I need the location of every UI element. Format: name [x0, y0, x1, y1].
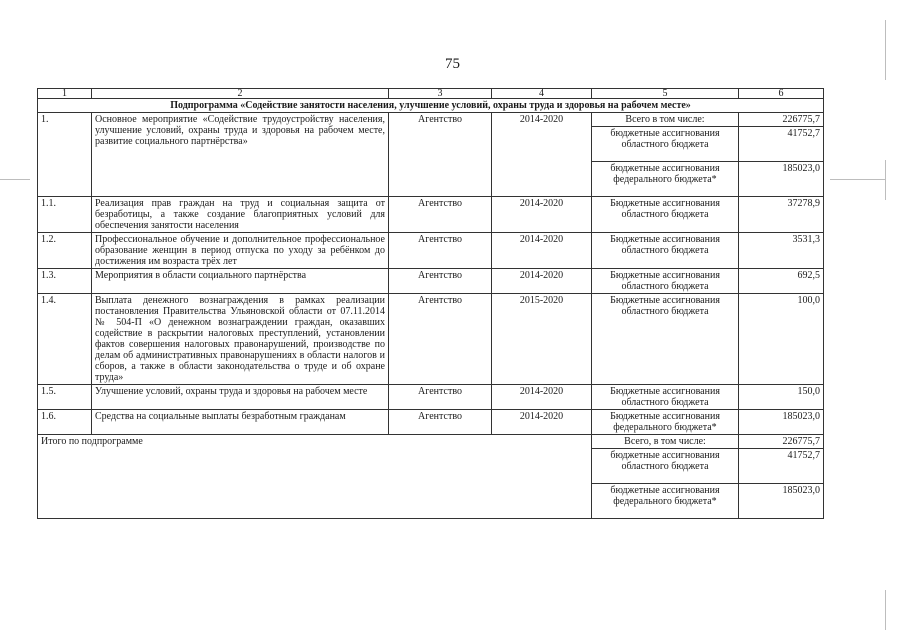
term: 2014-2020	[492, 113, 592, 197]
funding-value: 3531,3	[739, 233, 824, 269]
funding-value: 185023,0	[739, 484, 824, 519]
term: 2014-2020	[492, 410, 592, 435]
funding-source: Бюджетные ассигнования областного бюджета	[592, 233, 739, 269]
subprogram-table	[37, 88, 824, 519]
funding-source: Бюджетные ассигнования областного бюджета	[592, 385, 739, 410]
row-number: 1.1.	[38, 197, 92, 233]
column-header: 6	[739, 89, 824, 99]
activity-name: Средства на социальные выплаты безработным гражданам	[92, 410, 389, 435]
table-row	[38, 294, 824, 385]
funding-value: 692,5	[739, 269, 824, 294]
row-number: 1.5.	[38, 385, 92, 410]
funding-source: бюджетные ассигнования областного бюджета	[592, 449, 739, 484]
funding-source: бюджетные ассигнования областного бюджета	[592, 127, 739, 162]
executor: Агентство	[389, 269, 492, 294]
activity-name: Улучшение условий, охраны труда и здоровья на рабочем месте	[92, 385, 389, 410]
table-header-row	[38, 89, 824, 99]
table-row	[38, 269, 824, 294]
subprogram-title: Подпрограмма «Содействие занятости населения, улучшение условий, охраны труда и здоровья на рабочем месте»	[38, 99, 824, 113]
executor: Агентство	[389, 294, 492, 385]
table-row	[38, 385, 824, 410]
page-number: 75	[445, 56, 460, 72]
row-number: 1.6.	[38, 410, 92, 435]
activity-name: Профессиональное обучение и дополнительное профессиональное образование женщин в период отпуска по уходу за ребёнком до достижения им возраста трёх лет	[92, 233, 389, 269]
subprogram-title-row	[38, 99, 824, 113]
scan-artifact	[0, 179, 30, 180]
row-number: 1.	[38, 113, 92, 197]
scan-artifact	[885, 20, 886, 80]
term: 2014-2020	[492, 385, 592, 410]
executor: Агентство	[389, 385, 492, 410]
column-header: 2	[92, 89, 389, 99]
executor: Агентство	[389, 113, 492, 197]
funding-value: 150,0	[739, 385, 824, 410]
funding-source: Всего в том числе:	[592, 113, 739, 127]
funding-value: 41752,7	[739, 449, 824, 484]
funding-value: 41752,7	[739, 127, 824, 162]
column-header: 4	[492, 89, 592, 99]
funding-value: 185023,0	[739, 410, 824, 435]
scan-artifact	[830, 179, 885, 180]
executor: Агентство	[389, 233, 492, 269]
funding-value: 37278,9	[739, 197, 824, 233]
funding-source: бюджетные ассигнования федерального бюджета*	[592, 162, 739, 197]
table-row	[38, 410, 824, 435]
column-header: 1	[38, 89, 92, 99]
term: 2014-2020	[492, 269, 592, 294]
funding-source: Бюджетные ассигнования областного бюджета	[592, 269, 739, 294]
total-row	[38, 435, 824, 449]
term: 2014-2020	[492, 197, 592, 233]
funding-source: Бюджетные ассигнования областного бюджета	[592, 294, 739, 385]
activity-name: Основное мероприятие «Содействие трудоустройству населения, улучшение условий, охраны труда и здоровья на рабочем месте, развитие социального партнёрства»	[92, 113, 389, 197]
term: 2014-2020	[492, 233, 592, 269]
row-number: 1.4.	[38, 294, 92, 385]
column-header: 3	[389, 89, 492, 99]
table-row	[38, 197, 824, 233]
row-number: 1.2.	[38, 233, 92, 269]
table-row	[38, 233, 824, 269]
funding-source: Всего, в том числе:	[592, 435, 739, 449]
funding-value: 100,0	[739, 294, 824, 385]
row-number: 1.3.	[38, 269, 92, 294]
funding-source: бюджетные ассигнования федерального бюджета*	[592, 484, 739, 519]
activity-name: Выплата денежного вознаграждения в рамках реализации постановления Правительства Ульяновской области от 07.11.2014 № 504-П «О денежном вознаграждении граждан, оказавших содействие в раскрытии налоговых преступлений, установлении фактов совершения налоговых правонарушений, производстве по делам об административных правонарушениях в области налогов и сборов, а также в области законодательства о труде и об охране труда»	[92, 294, 389, 385]
funding-value: 226775,7	[739, 113, 824, 127]
total-label: Итого по подпрограмме	[38, 435, 592, 519]
scan-artifact	[885, 590, 886, 630]
funding-source: Бюджетные ассигнования федерального бюджета*	[592, 410, 739, 435]
scan-artifact	[885, 160, 886, 200]
funding-value: 226775,7	[739, 435, 824, 449]
column-header: 5	[592, 89, 739, 99]
funding-value: 185023,0	[739, 162, 824, 197]
funding-source: Бюджетные ассигнования областного бюджета	[592, 197, 739, 233]
term: 2015-2020	[492, 294, 592, 385]
activity-name: Реализация прав граждан на труд и социальная защита от безработицы, а также создание благоприятных условий для обеспечения занятости населения	[92, 197, 389, 233]
table-row-main	[38, 113, 824, 127]
executor: Агентство	[389, 410, 492, 435]
executor: Агентство	[389, 197, 492, 233]
activity-name: Мероприятия в области социального партнёрства	[92, 269, 389, 294]
